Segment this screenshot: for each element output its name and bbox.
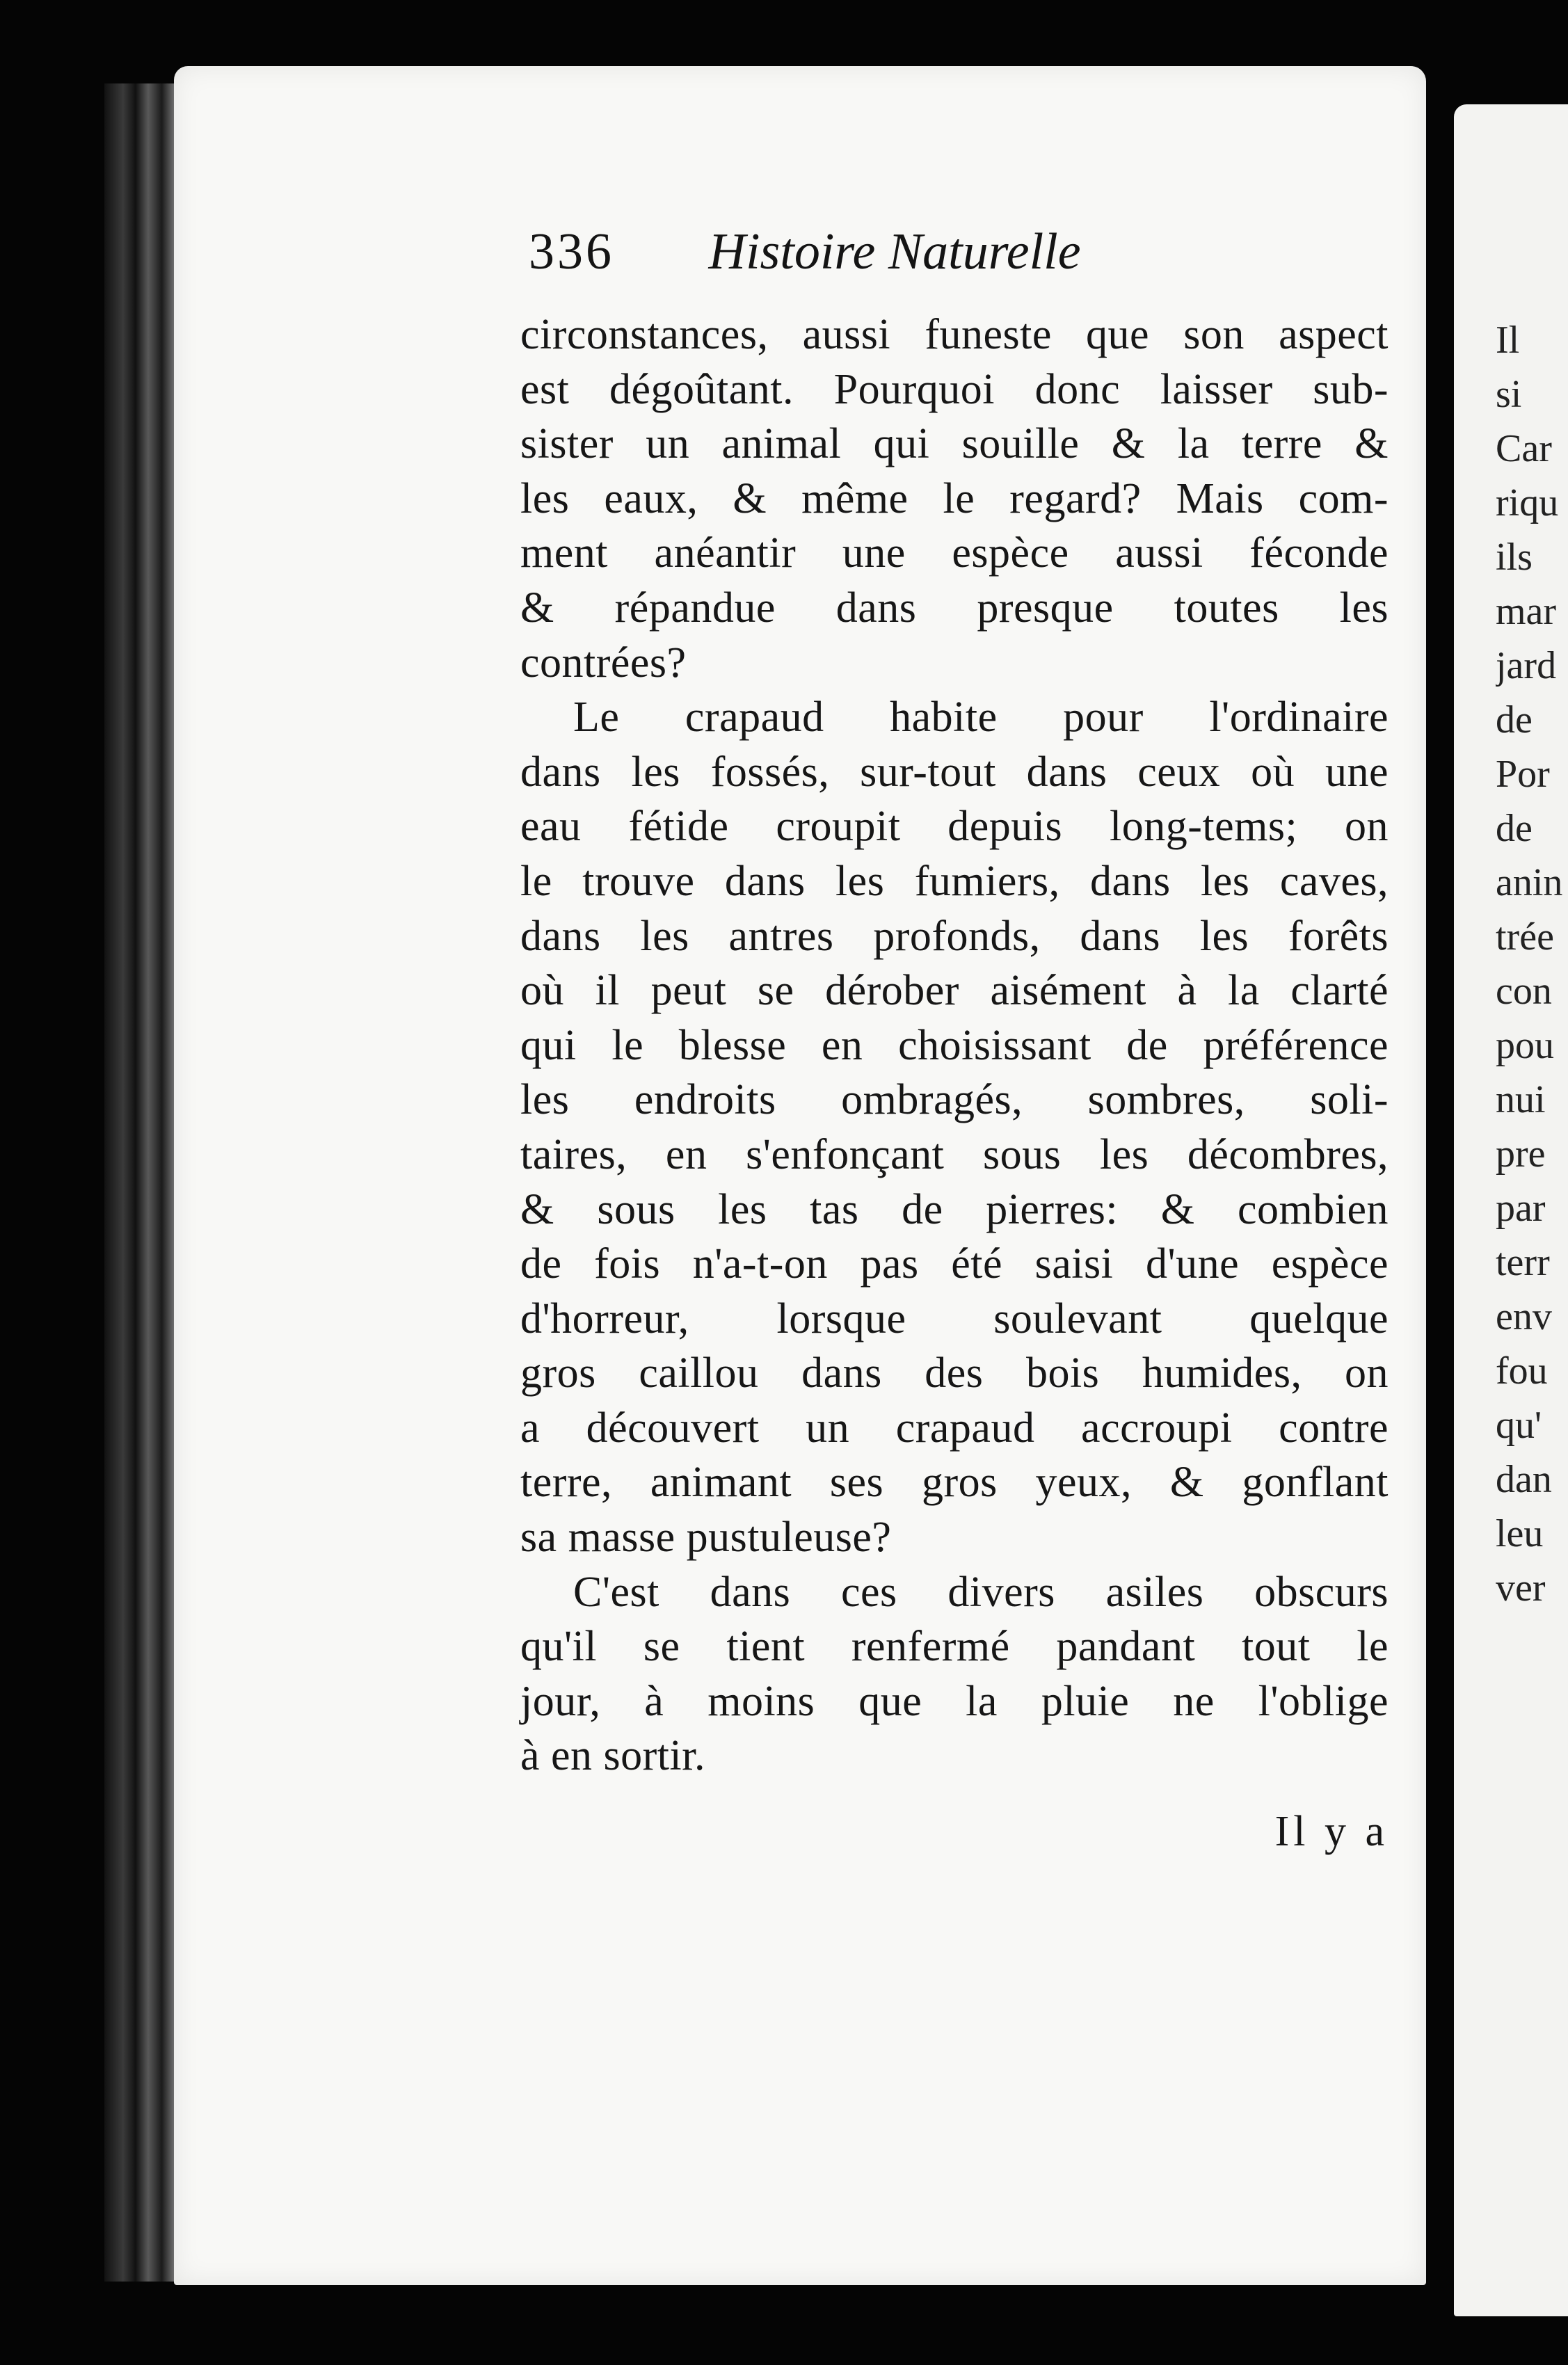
facing-page-fragment: dan [1496, 1458, 1552, 1501]
facing-page-fragment: terr [1496, 1241, 1550, 1284]
text-line: circonstances, aussi funeste que son aspect [520, 311, 1389, 358]
facing-page-fragment: env [1496, 1295, 1552, 1338]
facing-page-fragment: con [1496, 970, 1552, 1013]
catchword: Il y a [1274, 1808, 1389, 1855]
facing-page-fragment: par [1496, 1187, 1546, 1230]
facing-page-fragment: pou [1496, 1024, 1554, 1067]
text-line: où il peut se dérober aisément à la clarté [520, 967, 1389, 1015]
text-line: sa masse pustuleuse? [520, 1514, 892, 1562]
facing-page-fragment: fou [1496, 1349, 1548, 1393]
text-line: qui le blesse en choisissant de préférence [520, 1021, 1389, 1069]
text-line: de fois n'a-t-on pas été saisi d'une espèce [520, 1240, 1389, 1288]
facing-page-fragment: Il [1496, 319, 1520, 362]
text-line: dans les antres profonds, dans les forêts [520, 912, 1389, 960]
text-line: les endroits ombragés, sombres, soli- [520, 1076, 1389, 1124]
text-line: le trouve dans les fumiers, dans les caves, [520, 857, 1389, 905]
facing-page-fragment: Car [1496, 427, 1552, 470]
text-line: est dégoûtant. Pourquoi donc laisser sub- [520, 365, 1389, 413]
text-line: & sous les tas de pierres: & combien [520, 1185, 1389, 1233]
text-line: qu'il se tient renfermé pandant tout le [520, 1623, 1389, 1671]
text-line: terre, animant ses gros yeux, & gonflant [520, 1459, 1389, 1507]
text-line: ment anéantir une espèce aussi féconde [520, 529, 1389, 577]
text-line: jour, à moins que la pluie ne l'oblige [520, 1677, 1389, 1725]
text-line: a découvert un crapaud accroupi contre [520, 1404, 1389, 1452]
running-header [529, 223, 1081, 282]
facing-page-fragment: jard [1496, 644, 1557, 687]
facing-page-fragment: mar [1496, 590, 1557, 633]
facing-page-fragment: anin [1496, 861, 1563, 904]
text-line: contrées? [520, 639, 687, 687]
text-line: C'est dans ces divers asiles obscurs [573, 1568, 1389, 1616]
facing-page-fragment: Por [1496, 753, 1550, 796]
text-line: d'horreur, lorsque soulevant quelque [520, 1294, 1389, 1342]
page-number: 336 [529, 223, 614, 280]
text-line: Le crapaud habite pour l'ordinaire [573, 694, 1389, 741]
facing-page-fragment: ver [1496, 1566, 1546, 1610]
facing-page-fragment: de [1496, 698, 1533, 741]
facing-page-fragment: qu' [1496, 1404, 1542, 1447]
page-body-text [520, 307, 1389, 1783]
facing-page-fragment: de [1496, 807, 1533, 850]
facing-page-fragment: si [1496, 373, 1522, 416]
text-line: & répandue dans presque toutes les [520, 584, 1389, 632]
facing-page-text [1496, 313, 1568, 1615]
text-line: gros caillou dans des bois humides, on [520, 1349, 1389, 1397]
text-line: les eaux, & même le regard? Mais com- [520, 474, 1389, 522]
facing-page-fragment: pre [1496, 1132, 1546, 1176]
running-title: Histoire Naturelle [708, 223, 1081, 280]
facing-page-fragment: nui [1496, 1078, 1546, 1121]
text-line: sister un animal qui souille & la terre & [520, 420, 1389, 468]
text-line: à en sortir. [520, 1732, 705, 1780]
facing-page-fragment: leu [1496, 1512, 1544, 1555]
text-line: dans les fossés, sur-tout dans ceux où une [520, 748, 1389, 796]
facing-page-fragment: trée [1496, 915, 1554, 959]
text-line: taires, en s'enfonçant sous les décombres, [520, 1130, 1389, 1178]
facing-page-fragment: ils [1496, 536, 1533, 579]
facing-page-fragment: riqu [1496, 481, 1559, 524]
text-line: eau fétide croupit depuis long-tems; on [520, 803, 1389, 851]
